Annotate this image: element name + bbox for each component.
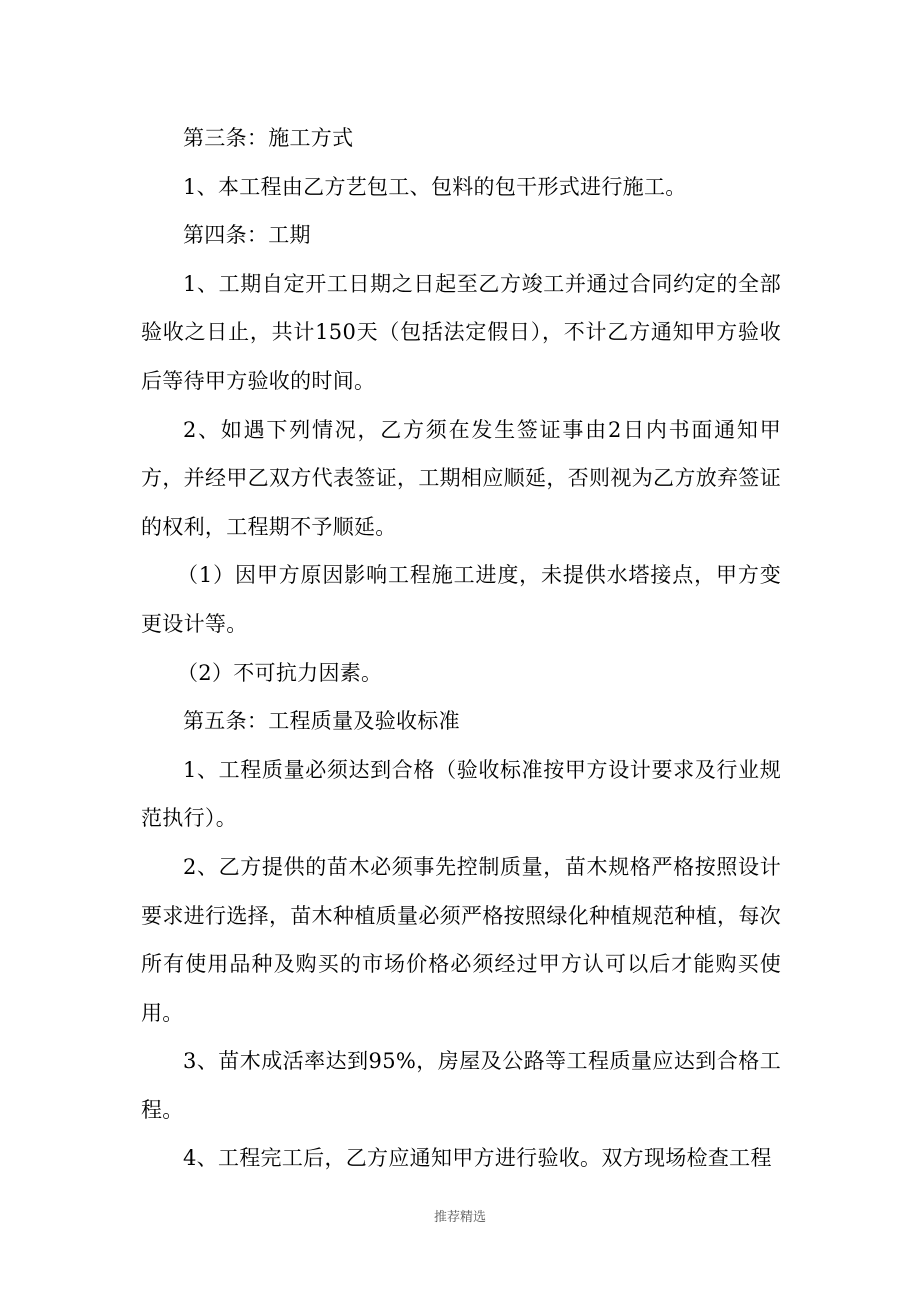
paragraph: 1、工程质量必须达到合格（验收标准按甲方设计要求及行业规范执行）。: [141, 757, 781, 831]
page-footer: 推荐精选: [433, 1210, 486, 1225]
article-heading: 第三条：施工方式: [183, 126, 354, 150]
paragraph: 4、工程完工后，乙方应通知甲方进行验收。双方现场检查工程: [183, 1146, 772, 1171]
article-heading: 第五条：工程质量及验收标准: [183, 709, 460, 734]
paragraph: 1、本工程由乙方艺包工、包料的包干形式进行施工。: [183, 174, 687, 199]
paragraph: 1、工期自定开工日期之日起至乙方竣工并通过合同约定的全部验收之日止，共计150天（包括法定假日），不计乙方通知甲方验收后等待甲方验收的时间。: [141, 271, 781, 393]
article-heading: 第四条：工期: [183, 223, 311, 248]
sub-item: （2）不可抗力因素。: [177, 660, 383, 685]
paragraph: 3、苗木成活率达到95%，房屋及公路等工程质量应达到合格工程。: [141, 1049, 781, 1122]
paragraph: 2、如遇下列情况，乙方须在发生签证事由2日内书面通知甲方，并经甲乙双方代表签证，工期相应顺延，否则视为乙方放弃签证的权利，工程期不予顺延。: [141, 417, 781, 539]
sub-item: （1）因甲方原因影响工程施工进度，未提供水塔接点，甲方变更设计等。: [141, 563, 781, 636]
document-body: [141, 114, 781, 1183]
paragraph: 2、乙方提供的苗木必须事先控制质量，苗木规格严格按照设计要求进行选择，苗木种植质量必须严格按照绿化种植规范种植，每次所有使用品种及购买的市场价格必须经过甲方认可以后才能购买使用。: [141, 854, 781, 1025]
